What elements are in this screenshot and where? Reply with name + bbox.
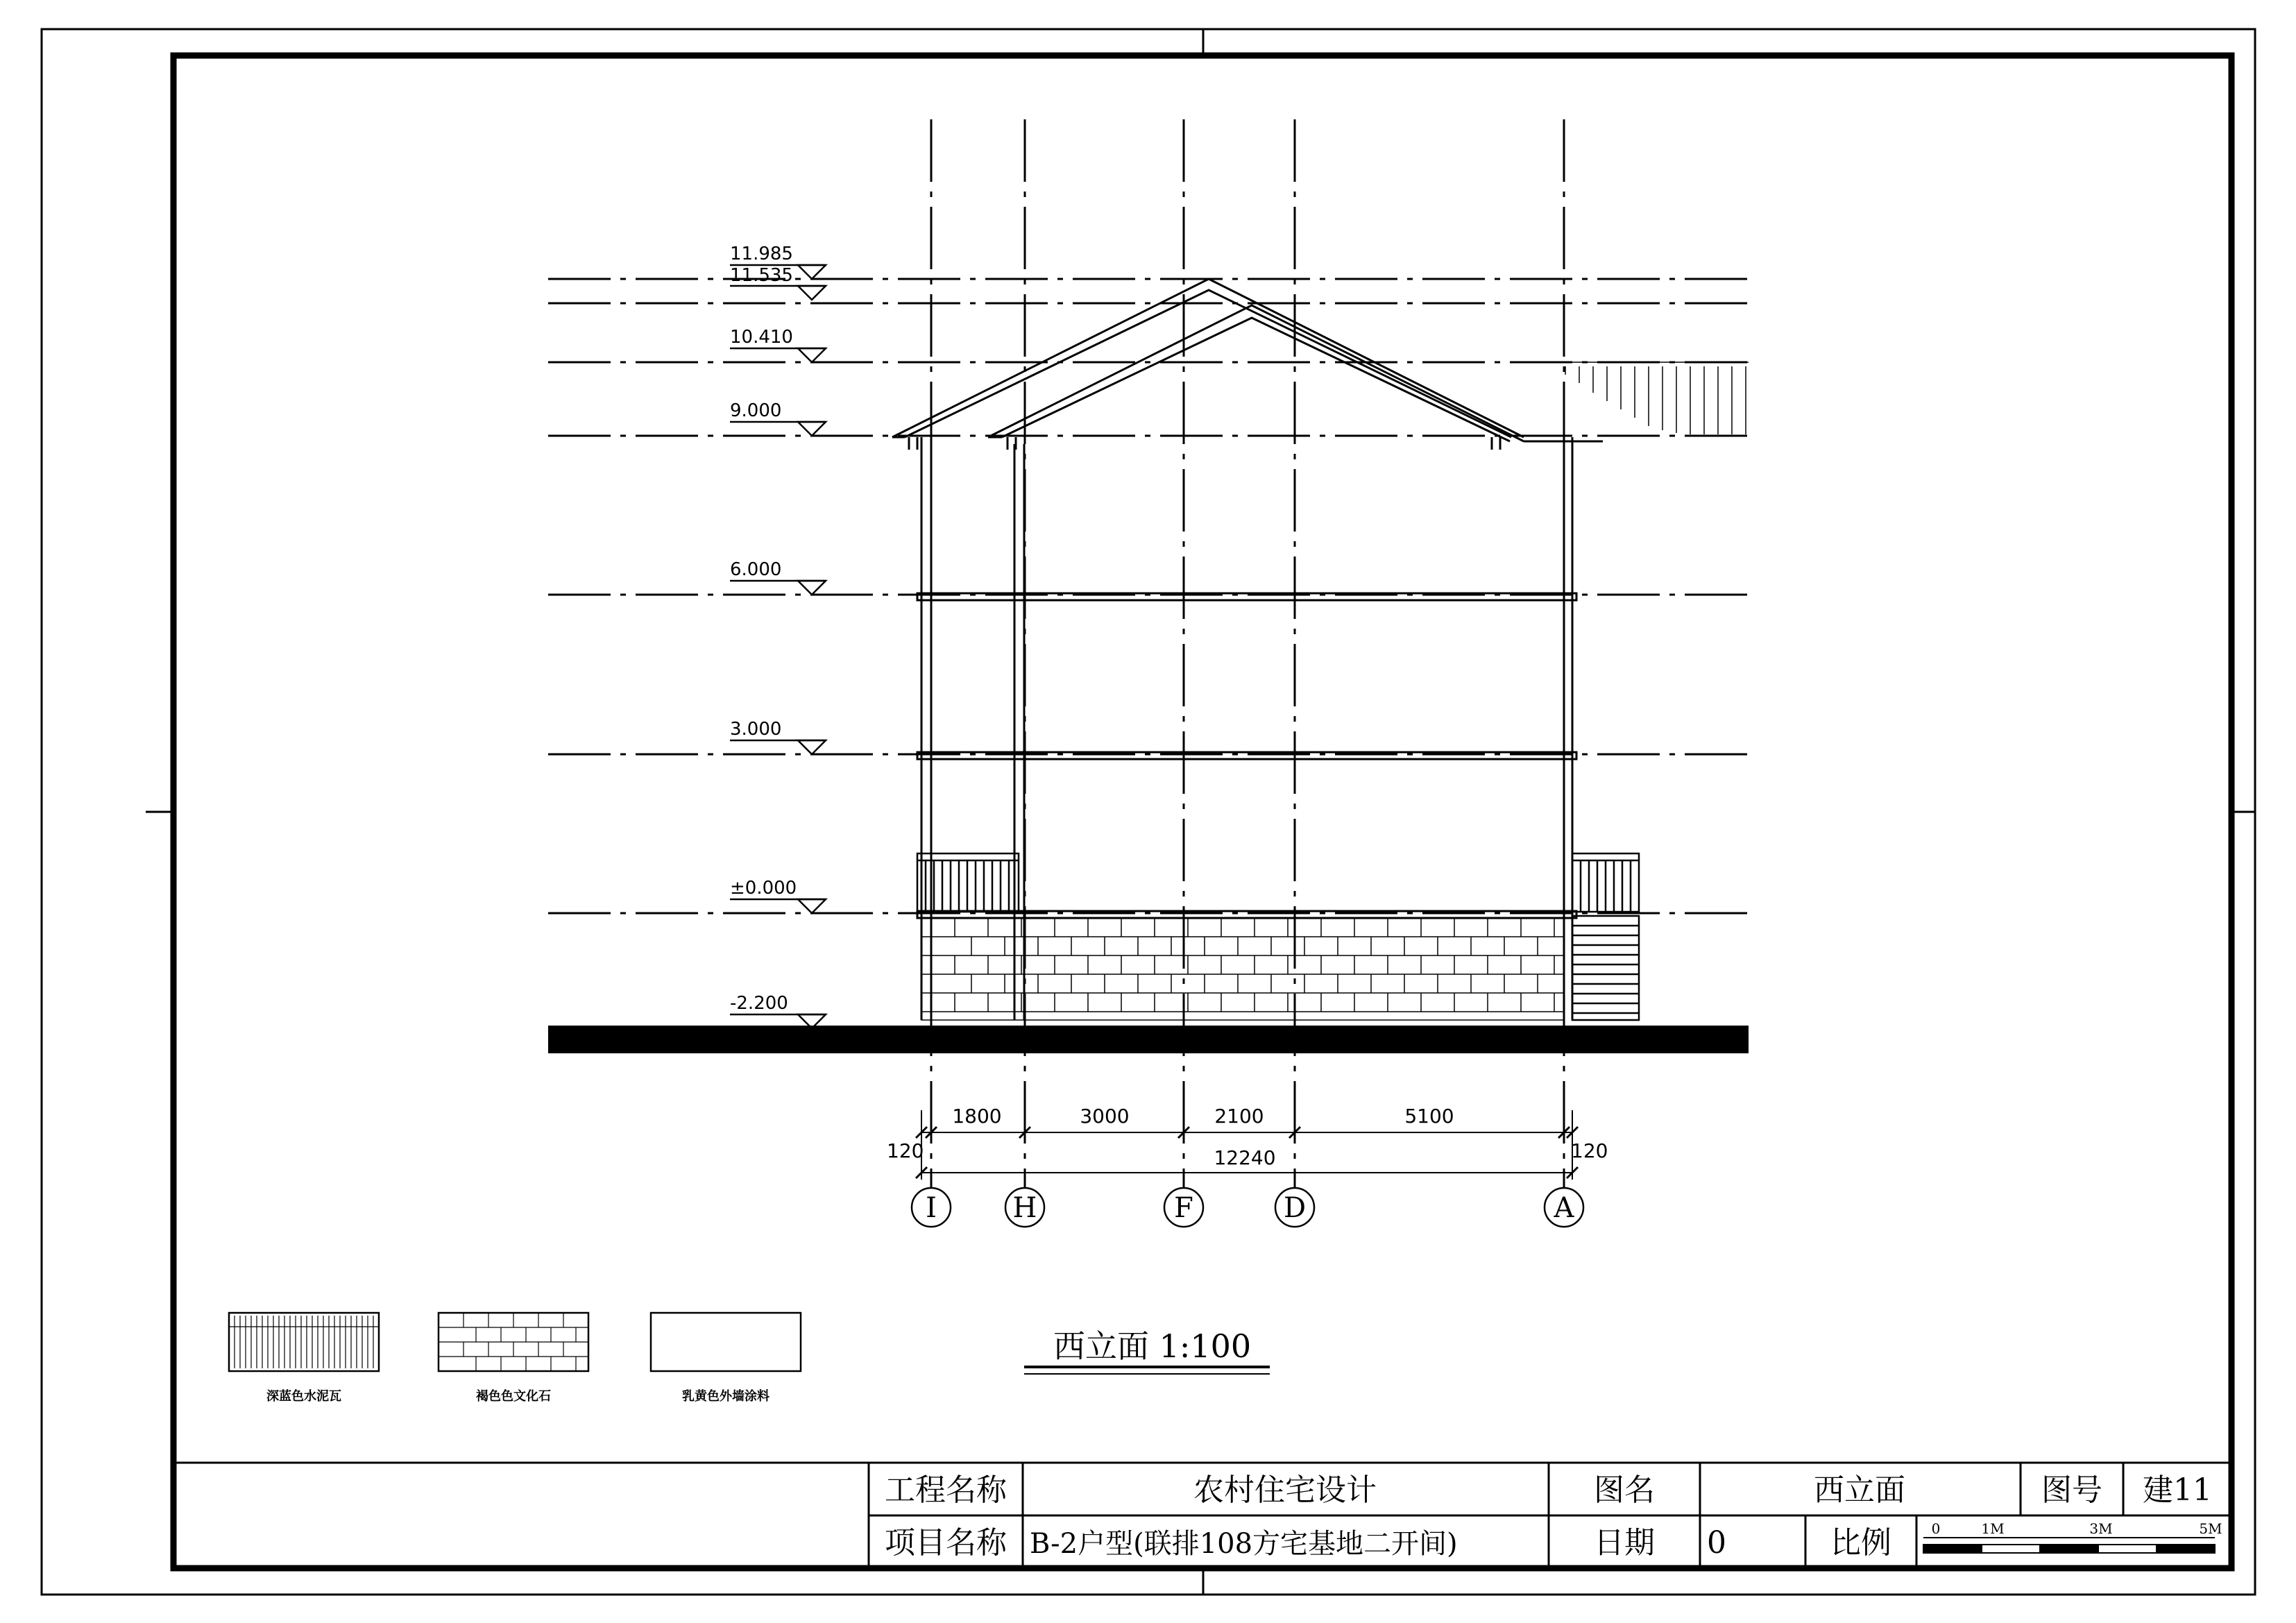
project-name: 农村住宅设计 bbox=[1193, 1472, 1377, 1508]
drawing-name-label: 图名 bbox=[1594, 1472, 1655, 1508]
basement-stone bbox=[921, 918, 1564, 1020]
axis-label: H bbox=[1012, 1192, 1037, 1224]
dim-right-offset: 120 bbox=[1571, 1139, 1608, 1162]
view-title bbox=[1024, 1327, 1270, 1374]
elev-marker-3000 bbox=[730, 719, 826, 754]
elev-marker-minus2200 bbox=[730, 993, 826, 1028]
dim-span-1: 1800 bbox=[952, 1105, 1002, 1128]
elev-label: 6.000 bbox=[730, 559, 782, 580]
item-name: B-2户型(联排108方宅基地二开间) bbox=[1030, 1528, 1458, 1560]
axis-label: D bbox=[1283, 1192, 1307, 1224]
axis-bubble-A bbox=[1545, 1188, 1583, 1227]
legend-item-roof-tile bbox=[229, 1313, 379, 1404]
elev-marker-0000 bbox=[730, 878, 826, 913]
elev-label: 11.985 bbox=[730, 244, 793, 264]
elev-marker-9000 bbox=[730, 400, 826, 436]
elevation-level-lines bbox=[548, 279, 1749, 913]
drawing-name: 西立面 bbox=[1814, 1472, 1905, 1508]
dim-span-3: 2100 bbox=[1214, 1105, 1264, 1128]
axis-label: I bbox=[926, 1192, 937, 1224]
elev-marker-6000 bbox=[730, 559, 826, 595]
building-elevation bbox=[892, 279, 1749, 1020]
scale-tick-3m: 3M bbox=[2089, 1520, 2113, 1537]
elev-label: ±0.000 bbox=[730, 878, 797, 899]
elev-label: 10.410 bbox=[730, 327, 793, 348]
brick-joints bbox=[955, 918, 1554, 1012]
date-value: 0 bbox=[1707, 1525, 1726, 1561]
axis-bubble-F bbox=[1164, 1188, 1203, 1227]
project-name-label: 工程名称 bbox=[885, 1472, 1007, 1508]
dim-span-4: 5100 bbox=[1404, 1105, 1454, 1128]
axis-bubbles bbox=[912, 1188, 1583, 1227]
scale-tick-0: 0 bbox=[1931, 1520, 1941, 1537]
legend-label: 乳黄色外墙涂料 bbox=[682, 1389, 769, 1404]
left-railing bbox=[917, 853, 1019, 912]
dimension-labels bbox=[887, 1105, 1608, 1169]
scale-tick-1m: 1M bbox=[1981, 1520, 2005, 1537]
view-title-text: 西立面 1:100 bbox=[1053, 1327, 1252, 1365]
elev-marker-11535 bbox=[730, 265, 826, 300]
right-stair bbox=[1572, 916, 1639, 1020]
legend-label: 褐色色文化石 bbox=[476, 1389, 551, 1404]
elev-label: 11.535 bbox=[730, 265, 793, 286]
axis-bubble-I bbox=[912, 1188, 951, 1227]
scale-bar bbox=[1923, 1520, 2222, 1553]
elev-label: -2.200 bbox=[730, 993, 788, 1014]
ground-line bbox=[548, 1026, 1749, 1053]
material-legend bbox=[229, 1313, 801, 1404]
dim-span-2: 3000 bbox=[1080, 1105, 1130, 1128]
drawing-no-label: 图号 bbox=[2041, 1472, 2102, 1508]
elev-marker-10410 bbox=[730, 327, 826, 362]
axis-bubble-H bbox=[1005, 1188, 1044, 1227]
axis-label: F bbox=[1174, 1192, 1193, 1224]
title-block bbox=[173, 1463, 2231, 1568]
date-label: 日期 bbox=[1594, 1525, 1655, 1561]
axis-bubble-D bbox=[1275, 1188, 1314, 1227]
scale-tick-5m: 5M bbox=[2199, 1520, 2222, 1537]
legend-item-culture-stone bbox=[439, 1313, 588, 1404]
roof-inner bbox=[988, 305, 1524, 441]
elev-label: 9.000 bbox=[730, 400, 782, 421]
axis-label: A bbox=[1554, 1192, 1574, 1224]
scale-label: 比例 bbox=[1830, 1525, 1891, 1561]
item-name-label: 项目名称 bbox=[885, 1525, 1007, 1561]
legend-item-wall-paint bbox=[651, 1313, 801, 1404]
right-railing bbox=[1572, 853, 1639, 912]
legend-label: 深蓝色水泥瓦 bbox=[266, 1389, 341, 1404]
elev-label: 3.000 bbox=[730, 719, 782, 740]
drawing-no: 建11 bbox=[2143, 1472, 2212, 1508]
dim-left-offset: 120 bbox=[887, 1139, 924, 1162]
right-hatch bbox=[1538, 362, 1749, 434]
dim-total: 12240 bbox=[1214, 1146, 1276, 1169]
